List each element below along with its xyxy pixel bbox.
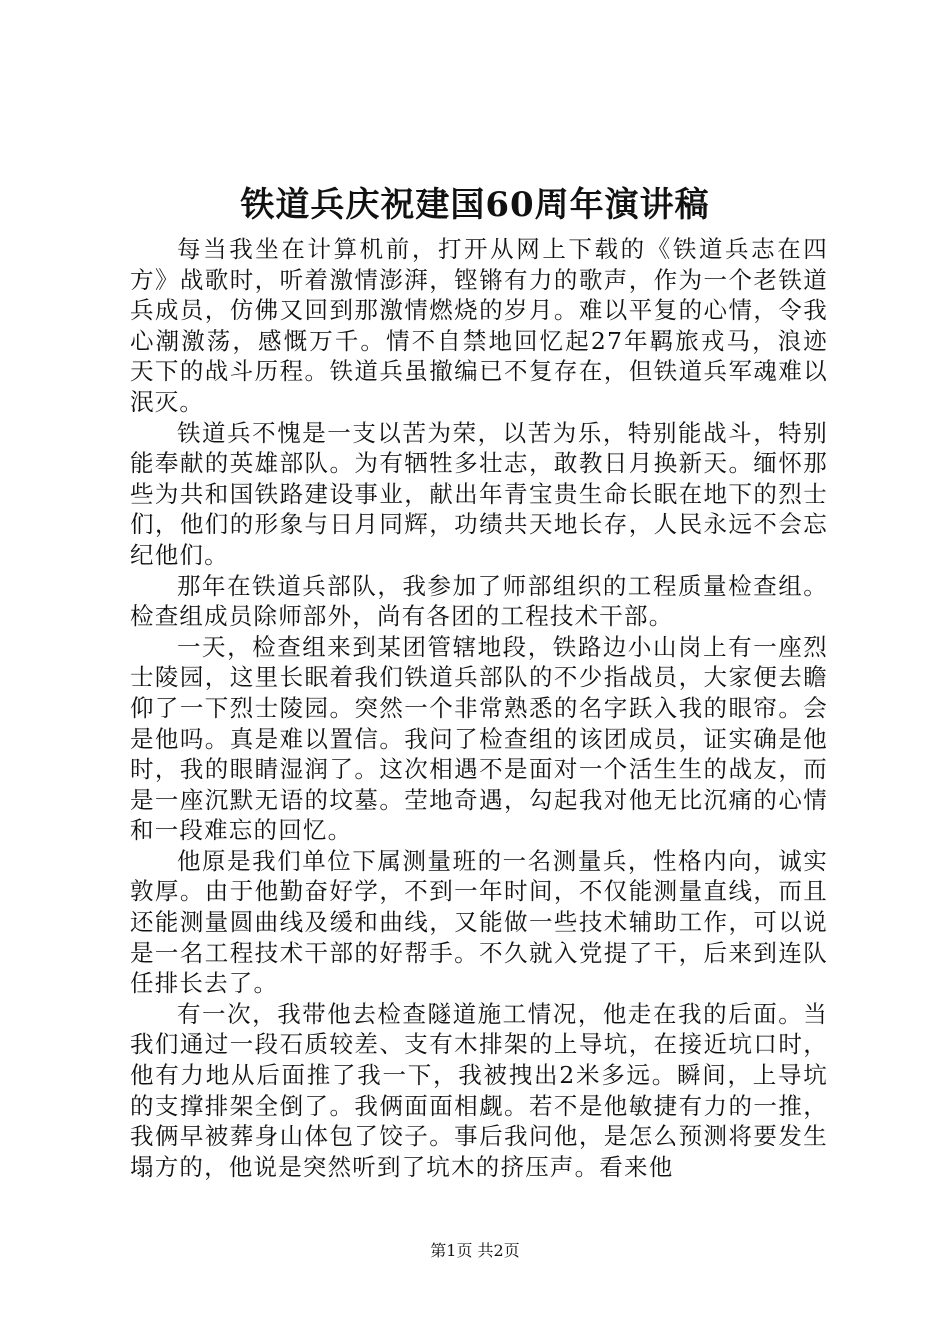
paragraph-2: 铁道兵不愧是一支以苦为荣，以苦为乐，特别能战斗，特别能奉献的英雄部队。为有牺牲多壮志，敢教日月换新天。缅怀那些为共和国铁路建设事业，献出年青宝贵生命长眠在地下的烈士们，他们的形象与日月同辉，功绩共天地长存，人民永远不会忘纪他们。 — [130, 418, 828, 569]
paragraph-3: 那年在铁道兵部队，我参加了师部组织的工程质量检查组。检查组成员除师部外，尚有各团的工程技术干部。 — [130, 571, 828, 631]
document-title: 铁道兵庆祝建国60周年演讲稿 — [240, 185, 710, 225]
page-number-footer: 第1页 共2页 — [430, 1241, 520, 1260]
paragraph-6: 有一次，我带他去检查隧道施工情况，他走在我的后面。当我们通过一段石质较差、支有木排架的上导坑，在接近坑口时，他有力地从后面推了我一下，我被拽出2米多远。瞬间，上导坑的支撑排架全倒了。我俩面面相觑。若不是他敏捷有力的一推，我俩早被葬身山体包了饺子。事后我问他，是怎么预测将要发生塌方的，他说是突然听到了坑木的挤压声。看来他 — [130, 999, 828, 1181]
paragraph-1: 每当我坐在计算机前，打开从网上下载的《铁道兵志在四方》战歌时，听着激情澎湃，铿锵有力的歌声，作为一个老铁道兵成员，仿佛又回到那激情燃烧的岁月。难以平复的心情，令我心潮激荡，感慨万千。情不自禁地回忆起27年羁旅戎马，浪迹天下的战斗历程。铁道兵虽撤编已不复存在，但铁道兵军魂难以泯灭。 — [130, 235, 828, 416]
paragraph-5: 他原是我们单位下属测量班的一名测量兵，性格内向，诚实敦厚。由于他勤奋好学，不到一年时间，不仅能测量直线，而且还能测量圆曲线及缓和曲线，又能做一些技术辅助工作，可以说是一名工程技术干部的好帮手。不久就入党提了干，后来到连队任排长去了。 — [130, 846, 828, 998]
document-body — [130, 234, 828, 1182]
paragraph-4: 一天，检查组来到某团管辖地段，铁路边小山岗上有一座烈士陵园，这里长眠着我们铁道兵部队的不少指战员，大家便去瞻仰了一下烈士陵园。突然一个非常熟悉的名字跃入我的眼帘。会是他吗。真是难以置信。我问了检查组的该团成员，证实确是他时，我的眼睛湿润了。这次相遇不是面对一个活生生的战友，而是一座沉默无语的坟墓。茔地奇遇，勾起我对他无比沉痛的心情和一段难忘的回忆。 — [130, 632, 828, 845]
